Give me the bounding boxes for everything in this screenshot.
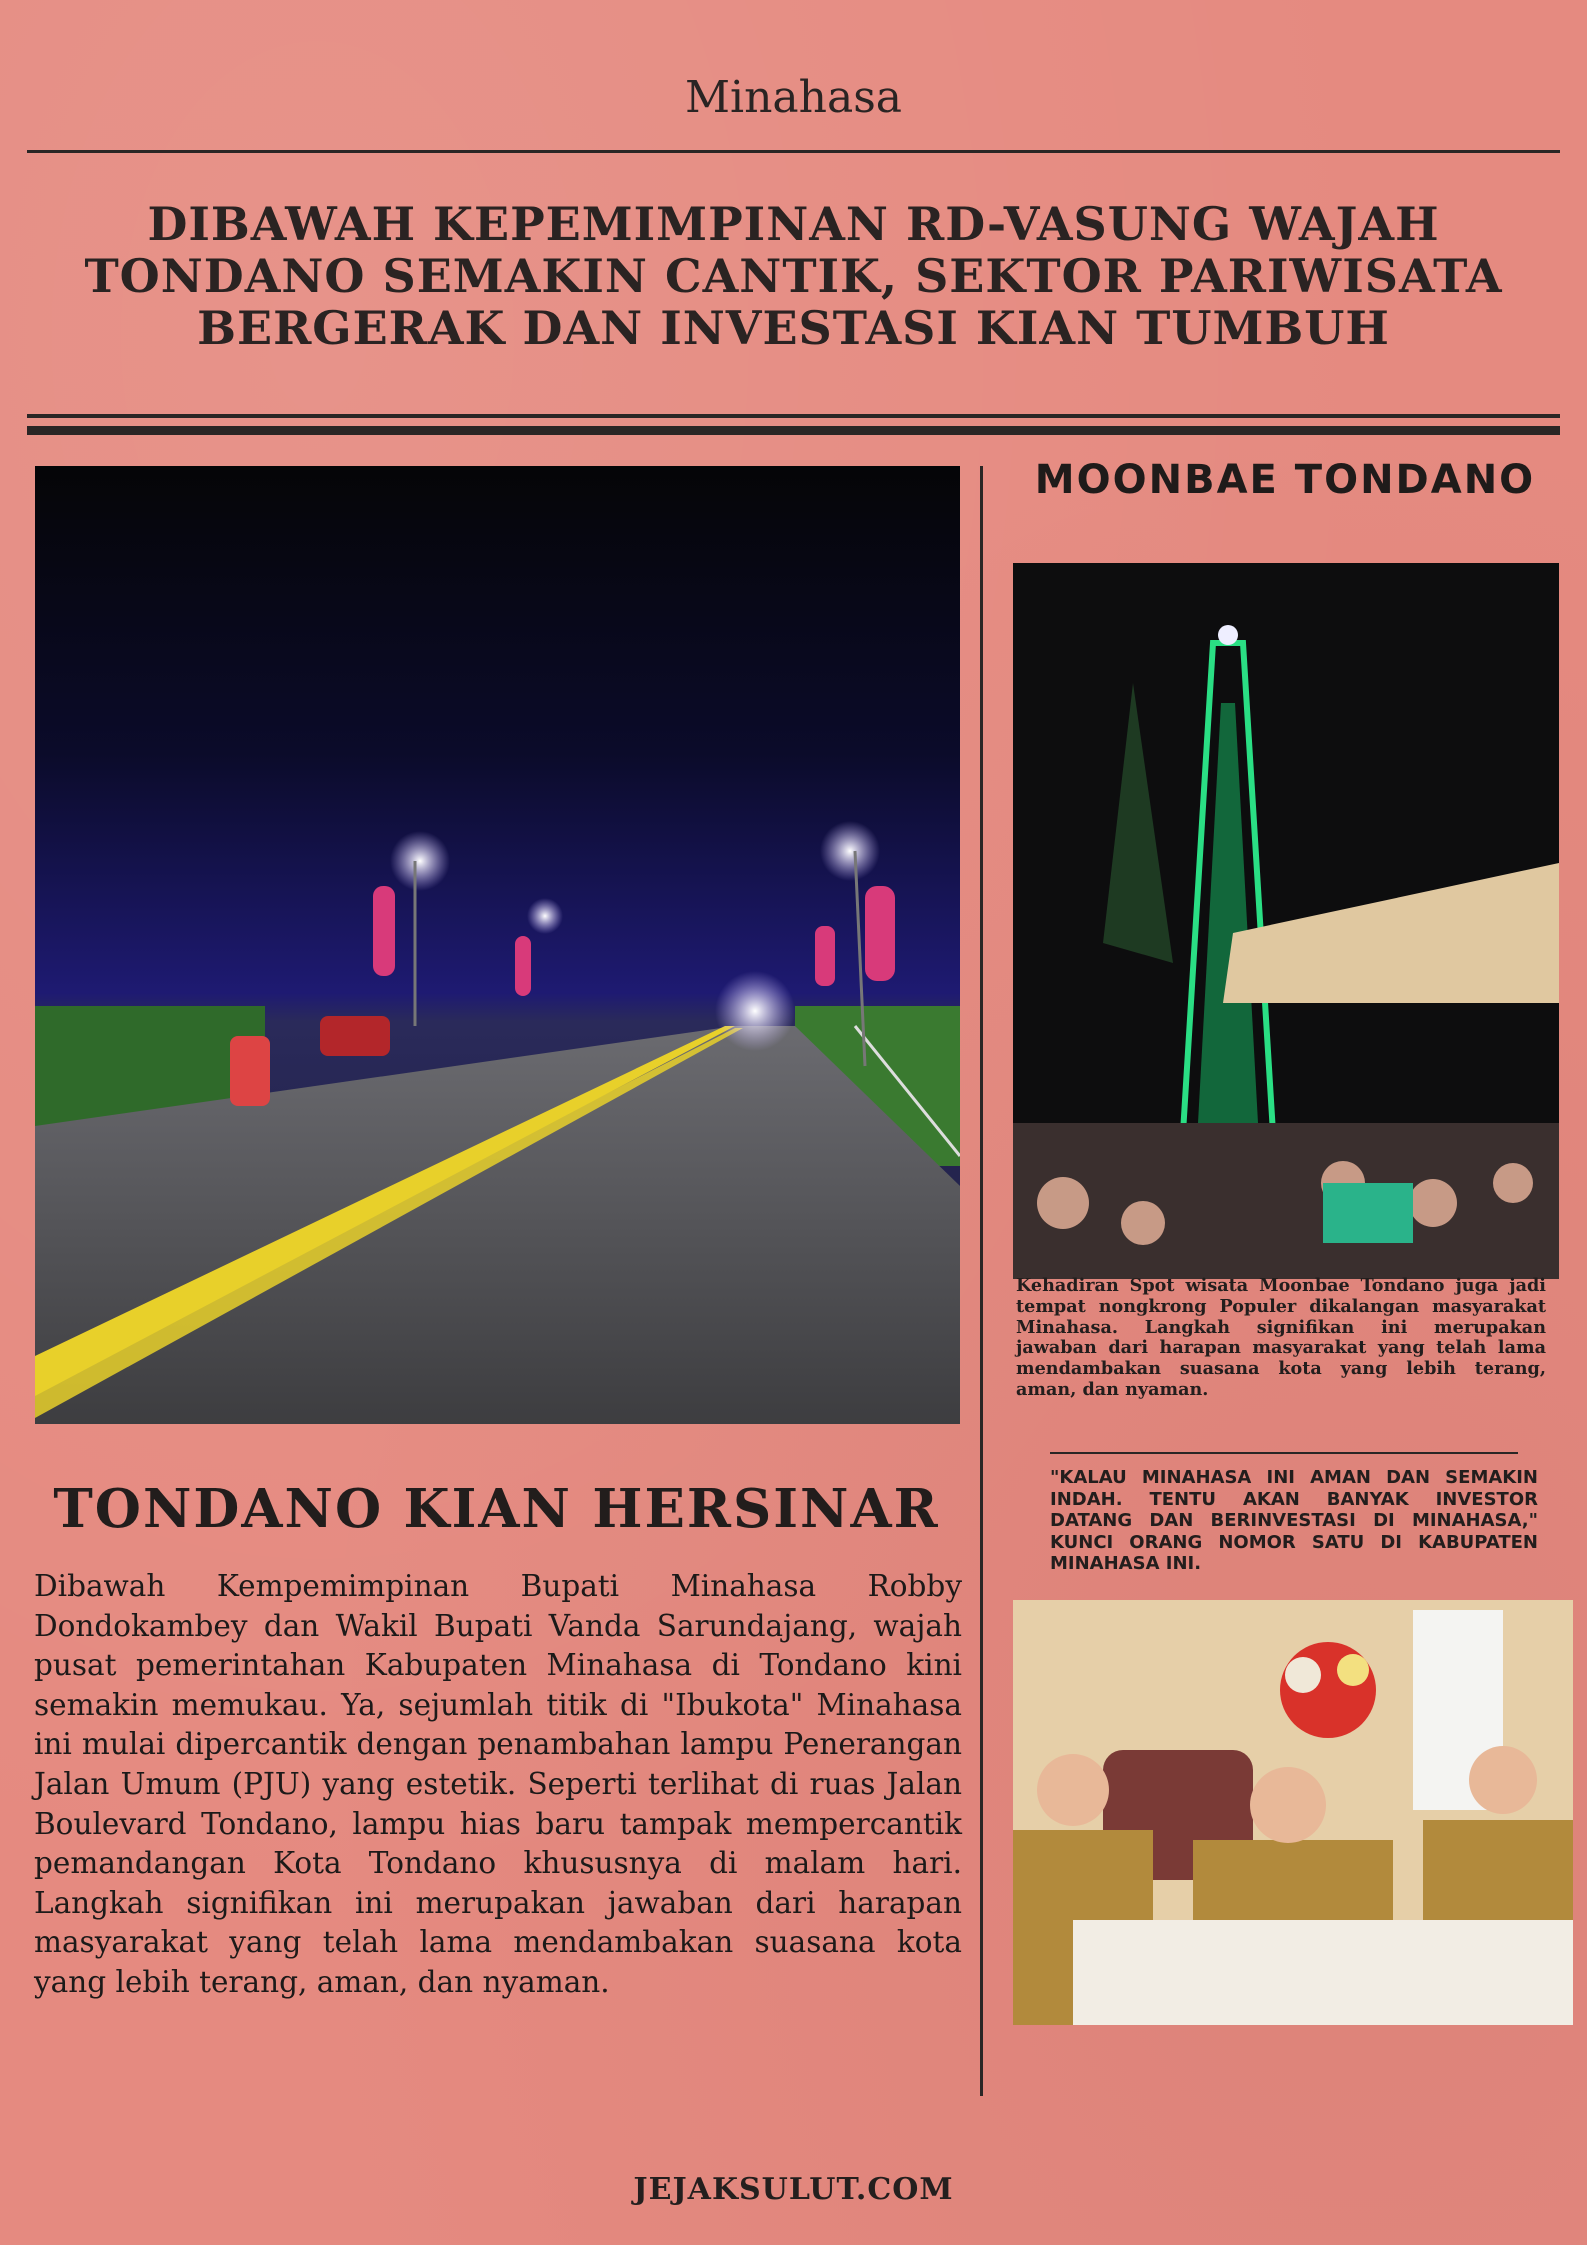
double-rule-upper (27, 414, 1560, 418)
night-street-photo (35, 466, 960, 1424)
moonbae-photo (1013, 563, 1559, 1279)
headline: DIBAWAH KEPEMIMPINAN RD-VASUNG WAJAH TONDANO SEMAKIN CANTIK, SEKTOR PARIWISATA BERGERAK DAN INVESTASI KIAN TUMBUH (84, 197, 1503, 355)
pull-quote: "KALAU MINAHASA INI AMAN DAN SEMAKIN INDAH. TENTU AKAN BANYAK INVESTOR DATANG DAN BERINVESTASI DI MINAHASA," KUNCI ORANG NOMOR SATU DI KABUPATEN MINAHASA INI. (1050, 1467, 1538, 1574)
top-rule (27, 150, 1560, 153)
body-text: Dibawah Kempemimpinan Bupati Minahasa Robby Dondokambey dan Wakil Bupati Vanda Sarundajang, wajah pusat pemerintahan Kabupaten Minahasa di Tondano kini semakin memukau. Ya, sejumlah titik di "Ibukota" Minahasa ini mulai dipercantik dengan penambahan lampu Penerangan Jalan Umum (PJU) yang estetik. Seperti terlihat di ruas Jalan Boulevard Tondano, lampu hias baru tampak mempercantik pemandangan Kota Tondano khususnya di malam hari. Langkah signifikan ini merupakan jawaban dari harapan masyarakat yang telah lama mendambakan suasana kota yang lebih terang, aman, dan nyaman. (34, 1569, 962, 1999)
section-label: Minahasa (684, 72, 903, 123)
column-divider (980, 466, 983, 2096)
subheading: TONDANO KIAN HERSINAR (53, 1478, 940, 1540)
quote-rule (1050, 1452, 1518, 1454)
footer-site: JEJAKSULUT.COM (633, 2172, 954, 2207)
sidebar-title: MOONBAE TONDANO (1034, 457, 1536, 503)
sidebar-caption: Kehadiran Spot wisata Moonbae Tondano juga jadi tempat nongkrong Populer dikalangan masyarakat Minahasa. Langkah signifikan ini merupakan jawaban dari harapan masyarakat yang telah lama mendambakan suasana kota yang lebih terang, aman, dan nyaman. (1016, 1275, 1546, 1400)
double-rule-lower (27, 426, 1560, 435)
officials-photo (1013, 1600, 1573, 2025)
